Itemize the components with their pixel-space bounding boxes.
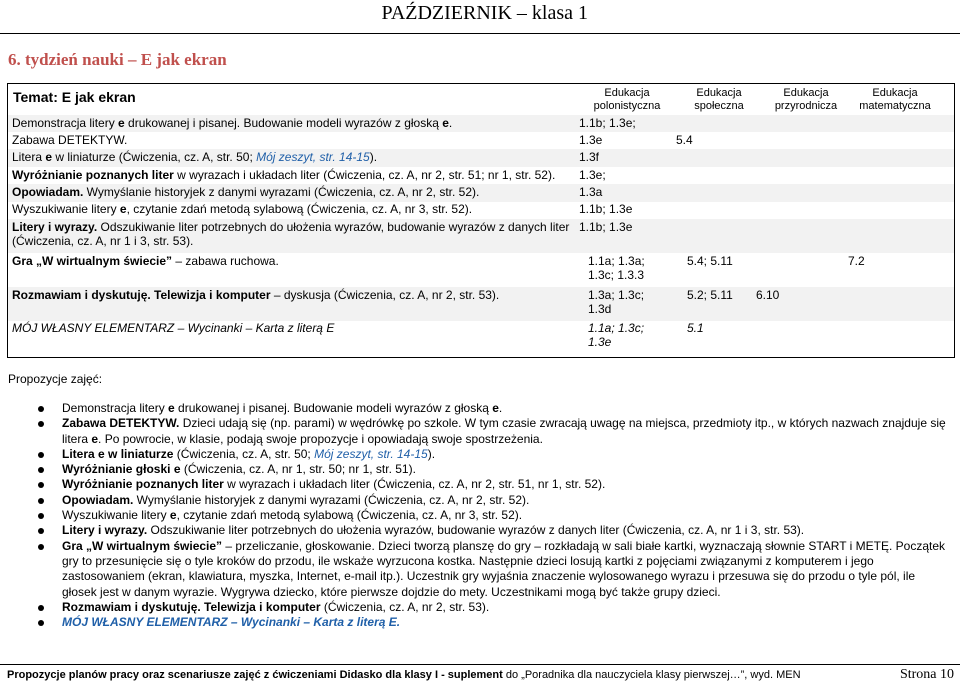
footer-text-bold: Propozycje planów pracy oraz scenariusze zajęć z ćwiczeniami Didasko dla klasy I - suplement — [7, 669, 503, 681]
text-run: Gra „W wirtualnym świecie” — [12, 254, 173, 268]
text-run: Wyszukiwanie litery — [12, 202, 120, 216]
plan-activity — [12, 133, 127, 147]
footer-rule — [0, 664, 960, 665]
plan-code-c1: 1.3e — [579, 133, 603, 147]
text-run: ). — [369, 150, 378, 164]
lesson-plan-table — [7, 83, 955, 358]
text-run: MÓJ WŁASNY ELEMENTARZ — [62, 615, 228, 630]
text-run: w liniaturze — [104, 446, 174, 461]
plan-activity — [12, 321, 334, 335]
proposal-item — [22, 462, 950, 477]
text-run: (Ćwiczenia, cz. A, nr 1, str. 50; nr 1, str. 51). — [180, 462, 416, 477]
proposal-item — [22, 493, 950, 508]
proposal-item — [22, 539, 950, 600]
proposal-item — [22, 600, 950, 615]
page-title: PAŹDZIERNIK – klasa 1 — [381, 2, 588, 24]
text-run: Wymyślanie historyjek z danymi wyrazami (Ćwiczenia, cz. A, nr 2, str. 52). — [133, 492, 530, 507]
plan-code-c1: 1.1b; 1.3e — [579, 220, 633, 234]
plan-code-c1: 1.3a — [579, 185, 603, 199]
text-run: Litera — [12, 150, 46, 164]
text-run: . — [448, 116, 453, 130]
plan-code-c1: 1.3a; 1.3c; 1.3d — [588, 288, 645, 317]
page-number: Strona 10 — [899, 667, 954, 682]
text-run: Litera — [62, 446, 99, 461]
text-run: e — [173, 462, 181, 477]
plan-code-c2: 5.1 — [687, 321, 704, 335]
text-run: – — [227, 615, 241, 630]
column-header-math: Edukacja matematyczna — [859, 87, 931, 112]
proposals-list — [22, 401, 950, 630]
text-run: MÓJ WŁASNY ELEMENTARZ — [12, 321, 175, 335]
text-run: e — [118, 116, 125, 130]
text-run: Zabawa DETEKTYW. — [12, 133, 128, 147]
text-run: Demonstracja litery — [62, 401, 169, 415]
plan-code-c1: 1.3f — [579, 150, 600, 164]
text-run: Litery i wyrazy. — [62, 523, 148, 538]
text-run: Gra „W wirtualnym świecie” — [62, 538, 223, 553]
text-run: Litery i wyrazy. — [12, 220, 98, 234]
text-run: – — [300, 615, 314, 630]
text-run: – — [174, 321, 188, 335]
text-run: Karta z literą E. — [313, 615, 401, 630]
text-run: e — [45, 150, 53, 164]
text-run: drukowanej i pisanej. Budowanie modeli wyrazów z głoską — [124, 116, 443, 130]
text-run: . Po powrocie, w klasie, podają swoje propozycje i opowiadają swoje spostrzeżenia. — [98, 431, 543, 446]
text-run: Opowiadam. — [62, 492, 134, 507]
proposal-item — [22, 523, 950, 538]
text-run: Opowiadam. — [12, 185, 84, 199]
plan-code-c1: 1.1a; 1.3a; 1.3c; 1.3.3 — [588, 254, 645, 283]
text-run: Dzieci udają się (np. parami) w wędrówkę po szkole. W tym czasie zwracają uwagę na miejsca, przedmioty itp., w których nazwach znajduje się litera — [62, 416, 946, 446]
text-run: Wycinanki — [240, 615, 301, 630]
plan-code-c2: 5.4 — [676, 133, 693, 147]
plan-activity — [12, 220, 577, 249]
text-run: Zabawa DETEKTYW. — [62, 416, 180, 431]
plan-code-c4: 7.2 — [848, 254, 865, 268]
text-run: Wyróżnianie poznanych liter — [62, 477, 224, 492]
column-header-social: Edukacja społeczna — [694, 87, 744, 112]
text-run: Rozmawiam i dyskutuję. Telewizja i komputer — [62, 599, 321, 614]
plan-code-c2: 5.2; 5.11 — [687, 288, 733, 302]
proposal-item — [22, 447, 950, 462]
week-title: 6. tydzień nauki – E jak ekran — [8, 50, 227, 69]
plan-activity — [12, 254, 279, 268]
plan-activity — [12, 185, 479, 199]
text-run: e — [91, 431, 99, 446]
plan-code-c1: 1.1b; 1.3e; — [579, 116, 636, 130]
text-run: (Ćwiczenia, cz. A, str. 50; — [173, 446, 315, 461]
text-run: (Ćwiczenia, cz. A, nr 2, str. 53). — [320, 599, 490, 614]
column-header-polish: Edukacja polonistyczna — [593, 87, 661, 112]
text-run: Wyróżnianie głoski — [62, 462, 174, 477]
text-run: e — [442, 116, 449, 130]
proposal-item — [22, 508, 950, 523]
text-run: Wyróżnianie poznanych liter — [12, 168, 174, 182]
text-run: ). — [427, 446, 436, 461]
text-run: Wycinanki — [187, 321, 243, 335]
text-run: , czytanie zdań metodą sylabową (Ćwiczenia, cz. A, nr 3, str. 52). — [176, 508, 523, 523]
plan-activity — [12, 150, 377, 164]
plan-code-c1: 1.1b; 1.3e — [579, 202, 633, 216]
text-run: Wymyślanie historyjek z danymi wyrazami (Ćwiczenia, cz. A, nr 2, str. 52). — [83, 185, 480, 199]
plan-activity — [12, 168, 555, 182]
column-header-nature: Edukacja przyrodnicza — [774, 87, 838, 112]
text-run: e — [169, 508, 177, 523]
plan-activity — [12, 288, 499, 302]
text-run: Odszukiwanie liter potrzebnych do ułożenia wyrazów, budowanie wyrazów z danych liter (Ćwiczenia, cz. A, nr 1 i 3, str. 53). — [147, 523, 805, 538]
text-run: – zabawa ruchowa. — [172, 254, 279, 268]
text-run: e — [98, 446, 105, 461]
text-run: e — [492, 401, 499, 415]
text-run: Rozmawiam i dyskutuję. Telewizja i komputer — [12, 288, 271, 302]
plan-code-c1: 1.3e; — [579, 168, 606, 182]
footer-text-rest: do „Poradnika dla nauczyciela klasy pierwszej…”, wyd. MEN — [502, 669, 801, 681]
plan-code-c3: 6.10 — [756, 288, 780, 302]
text-run: Wyszukiwanie litery — [62, 508, 170, 523]
text-run: – przeliczanie, głoskowanie. Dzieci tworzą planszę do gry – rozkładają w sali białe kartki, wyznaczają słownie START i METĘ. Początek gry to przesunięcie się o tyle kroków do przodu, ile wskaże wyrzucona kostka. Następnie dzieci losują kartki z pojęciami związanymi z komputerem i jego zastosowaniem (ekran, klawiatura, myszka, Internet, e-mail itp.). Uczestnik gry wyjaśnia znaczenie wylosowanego wyrazu i przesuwa się do przodu o tyle pól, ile głosek jest w danym wyrazie. Wygrywa dziecko, które pierwsze dojdzie do mety. Uczestnikami mogą być także grupy dzieci. — [62, 538, 946, 599]
text-run: – dyskusja (Ćwiczenia, cz. A, nr 2, str. 53). — [270, 288, 500, 302]
proposals-label: Propozycje zajęć: — [8, 372, 103, 386]
proposal-item — [22, 477, 950, 492]
text-run: e — [168, 401, 175, 415]
plan-activity — [12, 116, 452, 130]
plan-activity — [12, 202, 472, 216]
text-run: Mój zeszyt, str. 14-15 — [314, 446, 428, 461]
lesson-topic: Temat: E jak ekran — [13, 89, 136, 105]
plan-code-c1: 1.1a; 1.3c; 1.3e — [588, 321, 645, 350]
text-run: Odszukiwanie liter potrzebnych do ułożenia wyrazów, budowanie wyrazów z danych liter (Ćwiczenia, cz. A, nr 1 i 3, str. 53). — [12, 220, 570, 249]
text-run: – — [242, 321, 256, 335]
text-run: w wyrazach i układach liter (Ćwiczenia, cz. A, nr 2, str. 51; nr 1, str. 52). — [173, 168, 556, 182]
text-run: Mój zeszyt, str. 14-15 — [256, 150, 370, 164]
text-run: Karta z literą E — [255, 321, 335, 335]
text-run: w liniaturze (Ćwiczenia, cz. A, str. 50; — [52, 150, 257, 164]
footer-text — [7, 669, 801, 681]
text-run: . — [498, 401, 503, 415]
plan-code-c2: 5.4; 5.11 — [687, 254, 733, 268]
text-run: , czytanie zdań metodą sylabową (Ćwiczenia, cz. A, nr 3, str. 52). — [126, 202, 473, 216]
text-run: w wyrazach i układach liter (Ćwiczenia, cz. A, nr 2, str. 51, nr 1, str. 52). — [223, 477, 606, 492]
proposal-item — [22, 401, 950, 416]
text-run: e — [119, 202, 127, 216]
text-run: Demonstracja litery — [12, 116, 119, 130]
proposal-item — [22, 416, 950, 447]
text-run: drukowanej i pisanej. Budowanie modeli wyrazów z głoską — [174, 401, 493, 415]
header-rule — [0, 33, 960, 34]
proposal-item — [22, 615, 950, 630]
